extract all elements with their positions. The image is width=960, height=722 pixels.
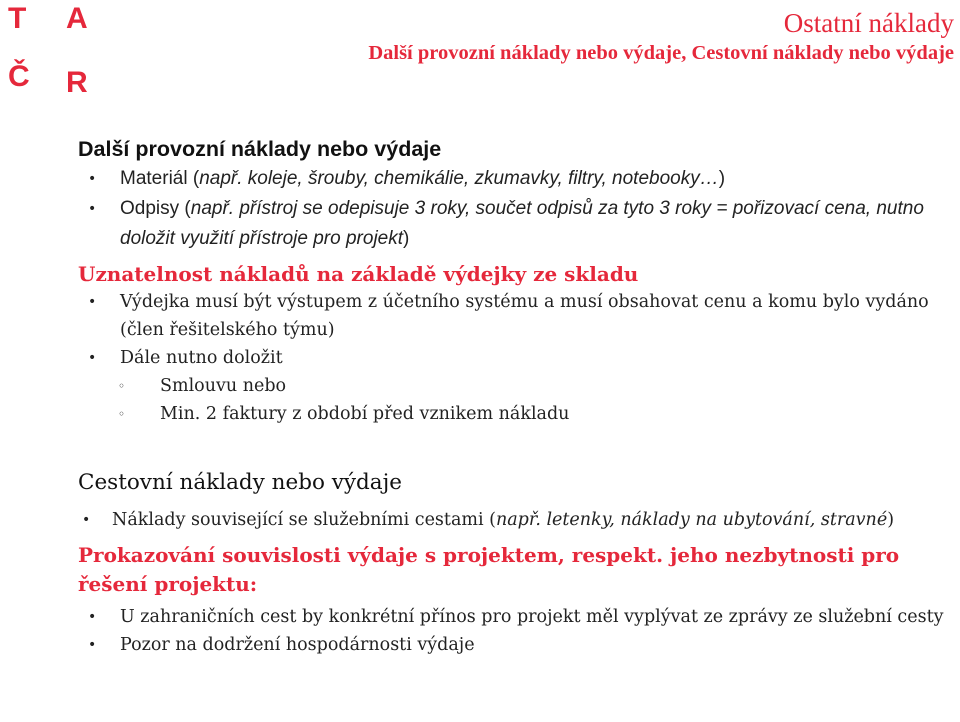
list-item	[78, 164, 958, 194]
item-text-tail: )	[887, 510, 895, 530]
bullet-icon: •	[82, 512, 91, 528]
logo-letter-c: Č	[8, 60, 30, 93]
slide-header	[368, 6, 954, 66]
uznatelnost-sublist	[78, 372, 958, 428]
uznatelnost-list	[78, 288, 958, 372]
item-text: Materiál (	[120, 168, 200, 189]
provozni-list	[78, 164, 958, 254]
item-text: U zahraničních cest by konkrétní přínos pro projekt měl vyplývat ze zprávy ze služební cesty	[120, 607, 944, 627]
circle-bullet-icon: ◦	[118, 379, 126, 393]
slide-title: Ostatní náklady	[783, 8, 954, 38]
section-heading-uznatelnost: Uznatelnost nákladů na základě výdejky ze skladu	[78, 262, 639, 286]
section-heading-prokazovani: Prokazování souvislosti výdaje s projektem, respekt. jeho nezbytnosti pro řešení projektu:	[78, 543, 900, 596]
bullet-icon: •	[88, 637, 97, 653]
list-item	[78, 506, 958, 535]
bullet-icon: •	[88, 201, 97, 217]
section-heading-provozni: Další provozní náklady nebo výdaje	[78, 137, 442, 161]
list-item	[78, 194, 958, 254]
item-text: Odpisy (	[120, 198, 191, 219]
item-text: Smlouvu nebo	[160, 376, 287, 396]
item-text: Dále nutno doložit	[120, 348, 283, 368]
sub-list-item	[78, 372, 958, 400]
logo-letter-r: R	[66, 66, 88, 99]
item-example: např. koleje, šrouby, chemikálie, zkumavky, filtry, notebooky…	[199, 168, 719, 189]
prokazovani-list	[78, 603, 958, 659]
list-item	[78, 344, 958, 372]
item-text: Pozor na dodržení hospodárnosti výdaje	[120, 635, 475, 655]
cestovni-list	[78, 506, 958, 535]
bullet-icon: •	[88, 294, 97, 310]
item-text: Výdejka musí být výstupem z účetního systému a musí obsahovat cenu a komu bylo vydáno (člen řešitelského týmu)	[120, 292, 929, 340]
item-example: např. přístroj se odepisuje 3 roky, součet odpisů za tyto 3 roky = pořizovací cena, nutno doložit využití přístroje pro projekt	[120, 198, 924, 249]
list-item	[78, 631, 958, 659]
circle-bullet-icon: ◦	[118, 407, 126, 421]
section-heading-cestovni: Cestovní náklady nebo výdaje	[78, 470, 403, 495]
item-text: Náklady související se služebními cestami (	[112, 510, 496, 530]
logo-letter-a: A	[66, 2, 88, 35]
list-item	[78, 288, 958, 344]
logo-letter-t: T	[8, 2, 27, 35]
slide-subtitle: Další provozní náklady nebo výdaje, Cestovní náklady nebo výdaje	[368, 42, 954, 64]
sub-list-item	[78, 400, 958, 428]
bullet-icon: •	[88, 171, 97, 187]
tacr-logo	[8, 2, 98, 99]
slide-content	[78, 134, 958, 659]
item-text-tail: )	[403, 228, 410, 249]
item-text: Min. 2 faktury z období před vznikem nákladu	[160, 404, 570, 424]
bullet-icon: •	[88, 350, 97, 366]
list-item	[78, 603, 958, 631]
bullet-icon: •	[88, 609, 97, 625]
item-example: např. letenky, náklady na ubytování, stravné	[495, 510, 888, 530]
item-text-tail: )	[718, 168, 726, 189]
